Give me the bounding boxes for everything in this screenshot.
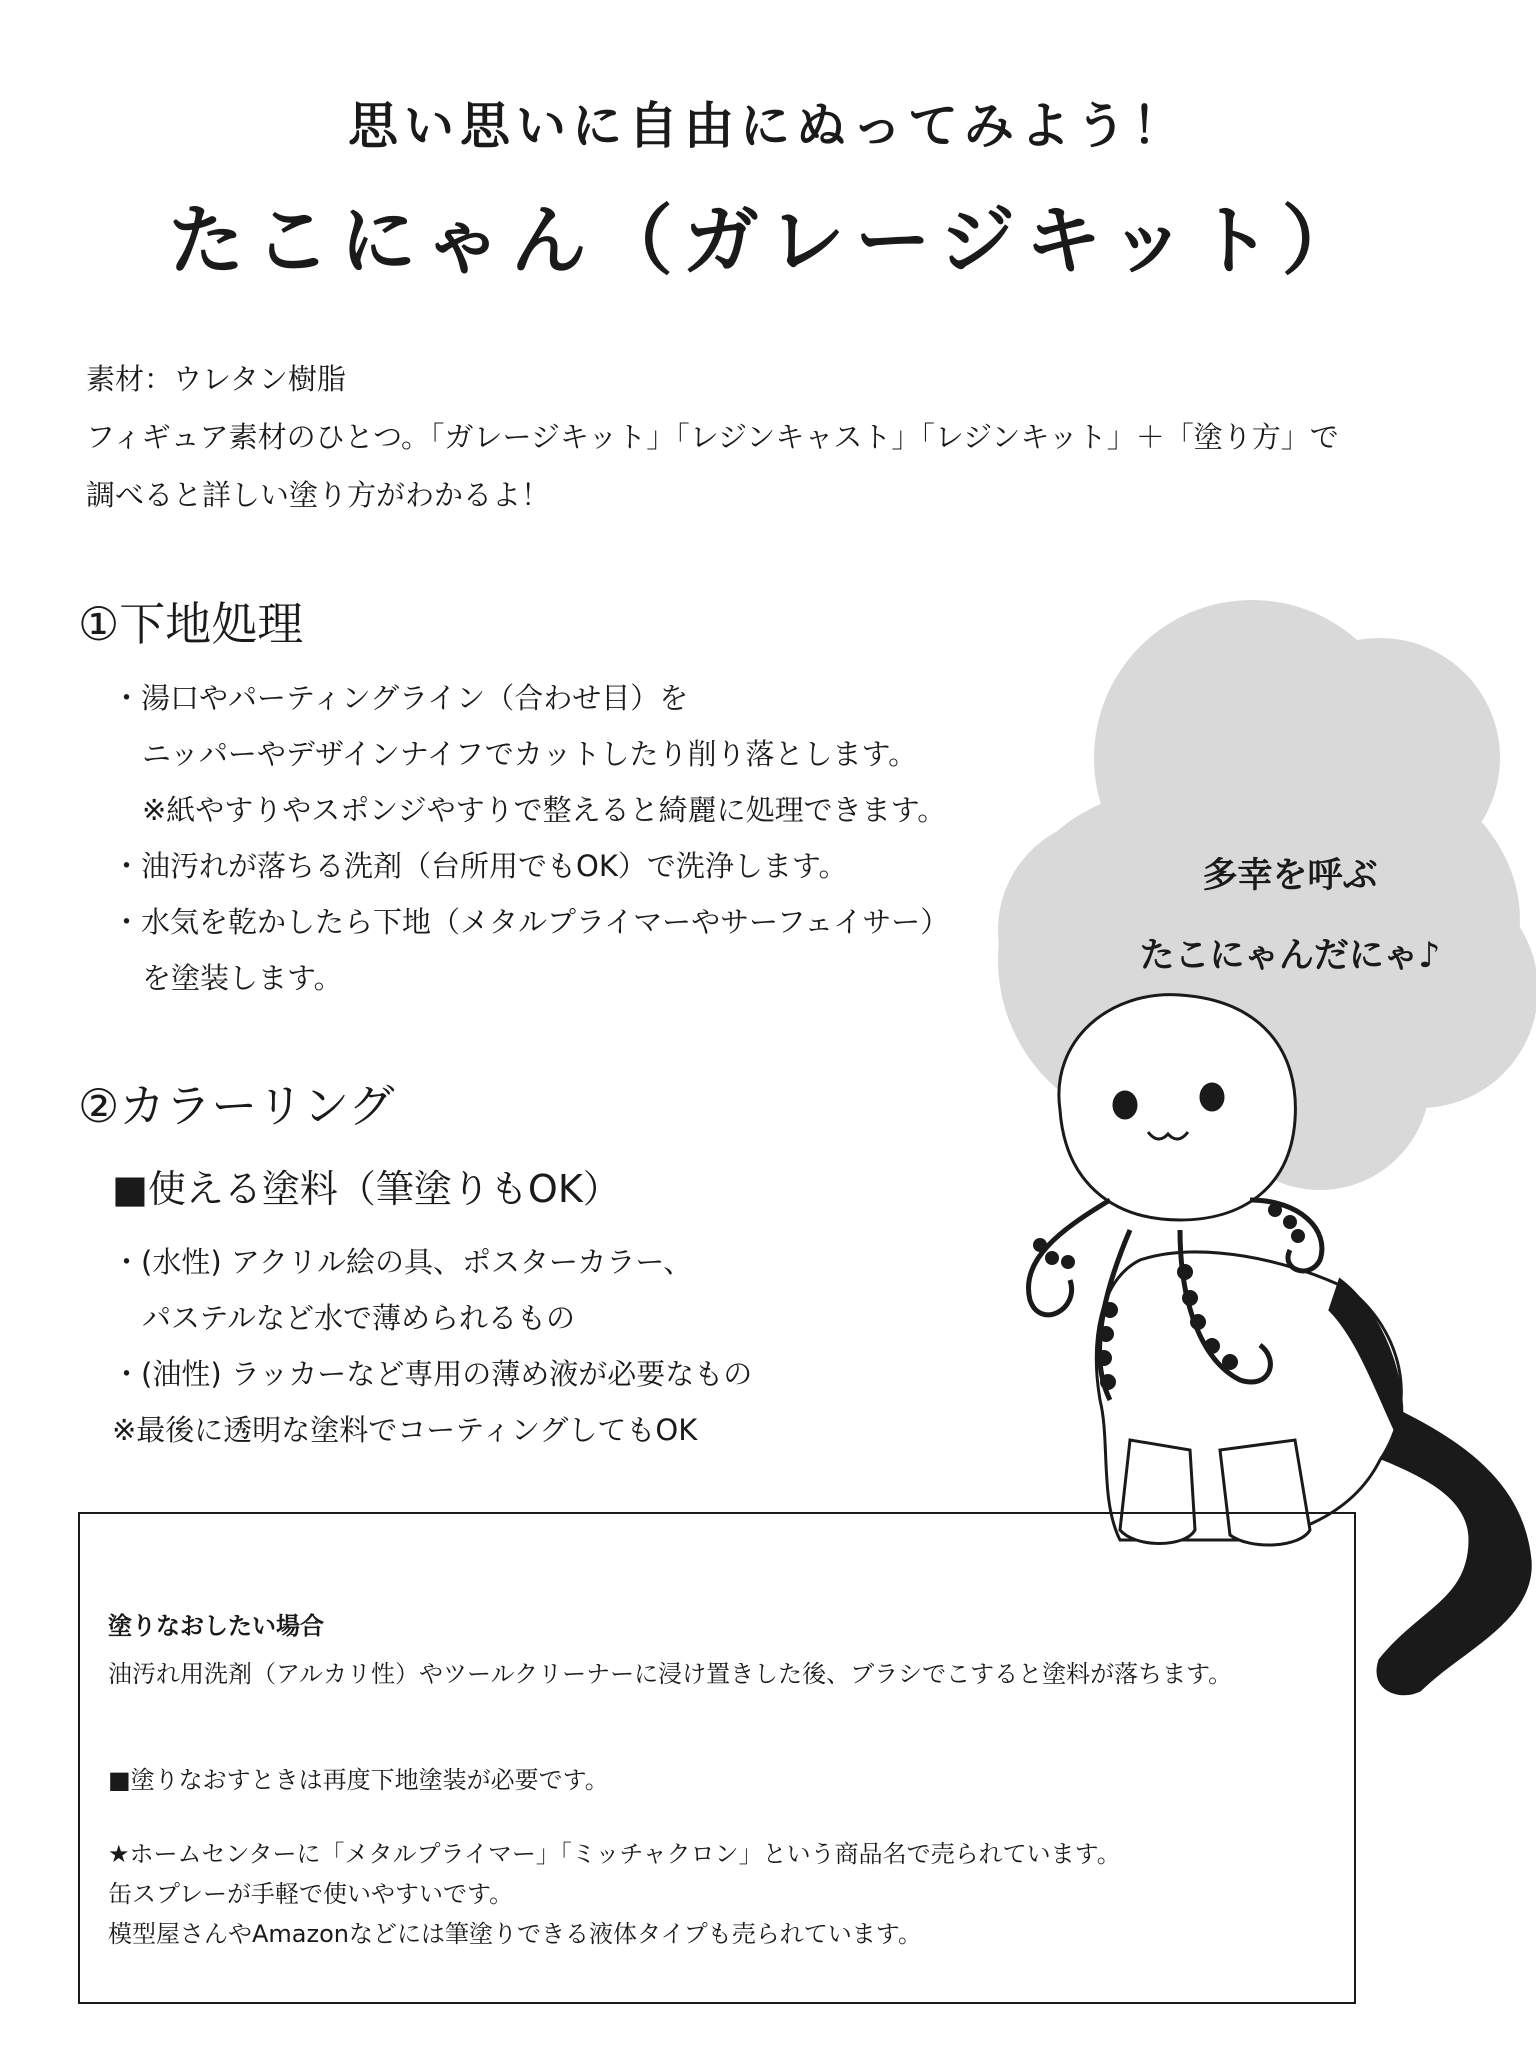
list-item: ※紙やすりやスポンジやすりで整えると綺麗に処理できます。 — [142, 793, 947, 827]
coloring-bullet-list — [112, 1234, 752, 1458]
page-subtitle: 思い思いに自由にぬってみよう！ — [348, 97, 1188, 155]
list-item: ・湯口やパーティングライン（合わせ目）を — [112, 681, 689, 715]
paint-types-heading: ■使える塗料（筆塗りもOK） — [112, 1167, 621, 1211]
list-item: ニッパーやデザインナイフでカットしたり削り落とします。 — [142, 737, 918, 771]
note-line: 模型屋さんやAmazonなどには筆塗りできる液体タイプも売られています。 — [108, 1920, 922, 1948]
intro-line: フィギュア素材のひとつ。「ガレージキット」「レジンキャスト」「レジンキット」＋「塗り方」で — [86, 420, 1339, 454]
page-title: たこにゃん（ガレージキット） — [168, 196, 1368, 285]
list-item: ・油汚れが落ちる洗剤（台所用でもOK）で洗浄します。 — [112, 849, 848, 883]
intro-line: 素材：ウレタン樹脂 — [86, 362, 346, 396]
section-heading-prep: ①下地処理 — [78, 597, 304, 651]
note-line: ★ホームセンターに「メタルプライマー」「ミッチャクロン」という商品名で売られています。 — [108, 1840, 1121, 1868]
note-line: 油汚れ用洗剤（アルカリ性）やツールクリーナーに浸け置きした後、ブラシでこすると塗料が落ちます。 — [108, 1660, 1233, 1688]
list-item: を塗装します。 — [142, 961, 343, 995]
intro-text — [86, 350, 1339, 524]
note-title: 塗りなおしたい場合 — [108, 1612, 324, 1640]
list-item: ・(水性) アクリル絵の具、ポスターカラー、 — [112, 1245, 693, 1279]
intro-line: 調べると詳しい塗り方がわかるよ！ — [86, 478, 551, 512]
prep-bullet-list — [112, 670, 949, 1006]
note-line: 缶スプレーが手軽で使いやすいです。 — [108, 1880, 514, 1908]
list-item: ・(油性) ラッカーなど専用の薄め液が必要なもの — [112, 1357, 753, 1391]
bubble-line: たこにゃんだにゃ♪ — [1139, 936, 1441, 976]
section-heading-coloring: ②カラーリング — [78, 1079, 395, 1133]
speech-bubble-text — [1090, 836, 1490, 996]
list-item: ※最後に透明な塗料でコーティングしてもOK — [112, 1413, 698, 1447]
list-item: ・水気を乾かしたら下地（メタルプライマーやサーフェイサー） — [112, 905, 950, 939]
bubble-line: 多幸を呼ぶ — [1202, 856, 1378, 896]
note-line: ■塗りなおすときは再度下地塗装が必要です。 — [108, 1766, 609, 1794]
list-item: パステルなど水で薄められるもの — [142, 1301, 575, 1335]
